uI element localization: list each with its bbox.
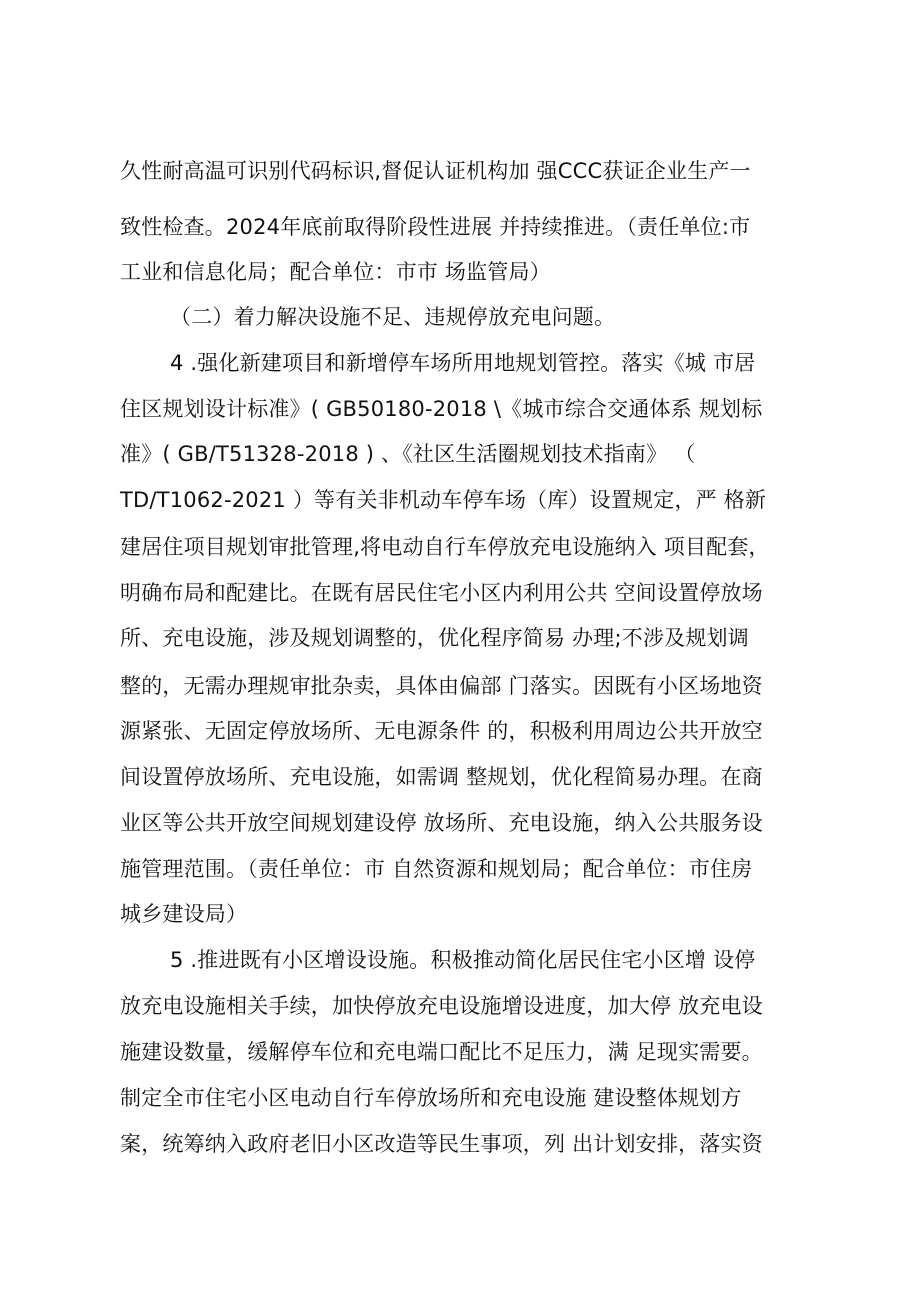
text-line: 施建设数量，缓解停车位和充电端口配比不足压力，满 足现实需要。 [120,1040,763,1064]
text-line: 住区规划设计标准》( GB50180-2018 \《城市综合交通体系 规划标 [120,397,763,421]
text-line: 整的，无需办理规审批杂卖，具体由偏部 门落实。因既有小区场地资 [120,674,763,698]
text-line: 久性耐高温可识别代码标识,督促认证机构加 强CCC获证企业生产一 [120,159,751,183]
text-line: 案，统筹纳入政府老旧小区改造等民生事项，列 出计划安排，落实资 [120,1132,763,1156]
text-line: 建居住项目规划审批管理,将电动自行车停放充电设施纳入 项目配套， [120,535,770,559]
text-line: 城乡建设局） [120,902,248,926]
text-line: 施管理范围。（责任单位：市 自然资源和规划局；配合单位：市住房 [120,857,753,881]
text-line: 明确布局和配建比。在既有居民住宅小区内利用公共 空间设置停放场 [120,581,763,605]
text-line: 致性检查。2024年底前取得阶段性进展 并持续推进。（责任单位:市 [120,215,751,239]
text-line: 工业和信息化局；配合单位：市市 场监管局） [120,260,551,284]
text-line: 制定全市住宅小区电动自行车停放场所和充电设施 建设整体规划方 [120,1086,742,1110]
text-line: 源紧张、无固定停放场所、无电源条件 的，积极利用周边公共开放空 [120,719,763,743]
text-line: TD/T1062-2021 ）等有关非机动车停车场（库）设置规定，严 格新 [120,488,767,512]
text-line: 准》( GB/T51328-2018 ) 、《社区生活圈规划技术指南》 （ [120,442,696,466]
text-line: 间设置停放场所、充电设施，如需调 整规划，优化程简易办理。在商 [120,765,763,789]
text-line: 放充电设施相关手续，加快停放充电设施增设进度，加大停 放充电设 [120,994,763,1018]
text-line: 所、充电设施，涉及规划调整的，优化程序简易 办理;不涉及规划调 [120,626,749,650]
paragraph-start: 5 .推进既有小区增设设施。积极推动简化居民住宅小区增 设停 [170,948,756,972]
section-heading: （二）着力解决设施不足、违规停放充电问题。 [170,305,616,329]
paragraph-start: 4 .强化新建项目和新增停车场所用地规划管控。落实《城 市居 [170,351,756,375]
text-line: 业区等公共开放空间规划建设停 放场所、充电设施，纳入公共服务设 [120,811,763,835]
